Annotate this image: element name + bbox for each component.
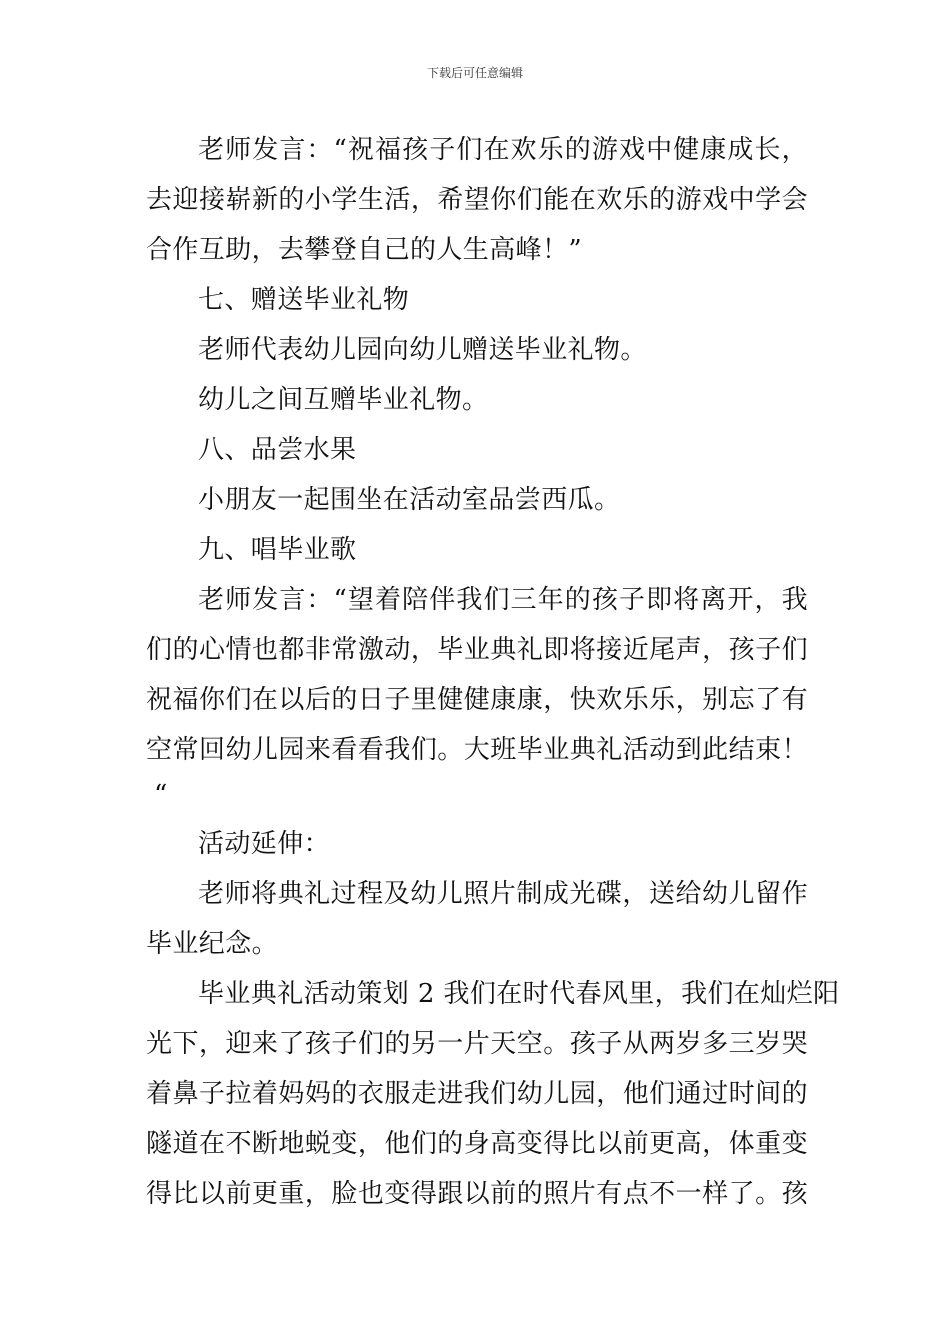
paragraph-line: 老师将典礼过程及幼儿照片制成光碟，送给幼儿留作 [198,879,808,909]
section-heading: 八、品尝水果 [198,435,357,465]
paragraph-line: 毕业纪念。 [146,929,279,959]
paragraph-line: 们的心情也都非常激动，毕业典礼即将接近尾声，孩子们 [146,635,808,665]
paragraph-line: 幼儿之间互赠毕业礼物。 [198,385,489,415]
paragraph-line: 隧道在不断地蜕变，他们的身高变得比以前更高，体重变 [146,1129,808,1159]
paragraph-line: 老师代表幼儿园向幼儿赠送毕业礼物。 [198,335,647,365]
paragraph-line: 得比以前更重，脸也变得跟以前的照片有点不一样了。孩 [146,1179,808,1209]
paragraph-line: 祝福你们在以后的日子里健健康康，快欢乐乐，别忘了有 [146,685,808,715]
page-header: 下载后可任意编辑 [426,66,523,80]
paragraph-line: 光下，迎来了孩子们的另一片天空。孩子从两岁多三岁哭 [146,1029,808,1059]
section-heading: 九、唱毕业歌 [198,535,357,565]
paragraph-line: “ [154,780,168,810]
paragraph-line: 老师发言：“祝福孩子们在欢乐的游戏中健康成长， [198,135,808,165]
section-heading: 七、赠送毕业礼物 [198,285,410,315]
paragraph-line: 空常回幼儿园来看看我们。大班毕业典礼活动到此结束！ [146,735,808,765]
paragraph-line: 小朋友一起围坐在活动室品尝西瓜。 [198,485,621,515]
paragraph-line: 着鼻子拉着妈妈的衣服走进我们幼儿园，他们通过时间的 [146,1079,808,1109]
paragraph-line: 去迎接崭新的小学生活，希望你们能在欢乐的游戏中学会 [146,185,808,215]
section-heading: 活动延伸： [198,829,331,859]
paragraph-line: 老师发言：“望着陪伴我们三年的孩子即将离开，我 [198,585,808,615]
paragraph-line: 合作互助，去攀登自己的人生高峰！” [146,235,583,265]
document-body [146,128,840,1222]
paragraph-line: 毕业典礼活动策划 2 我们在时代春风里，我们在灿烂阳 [198,979,840,1009]
